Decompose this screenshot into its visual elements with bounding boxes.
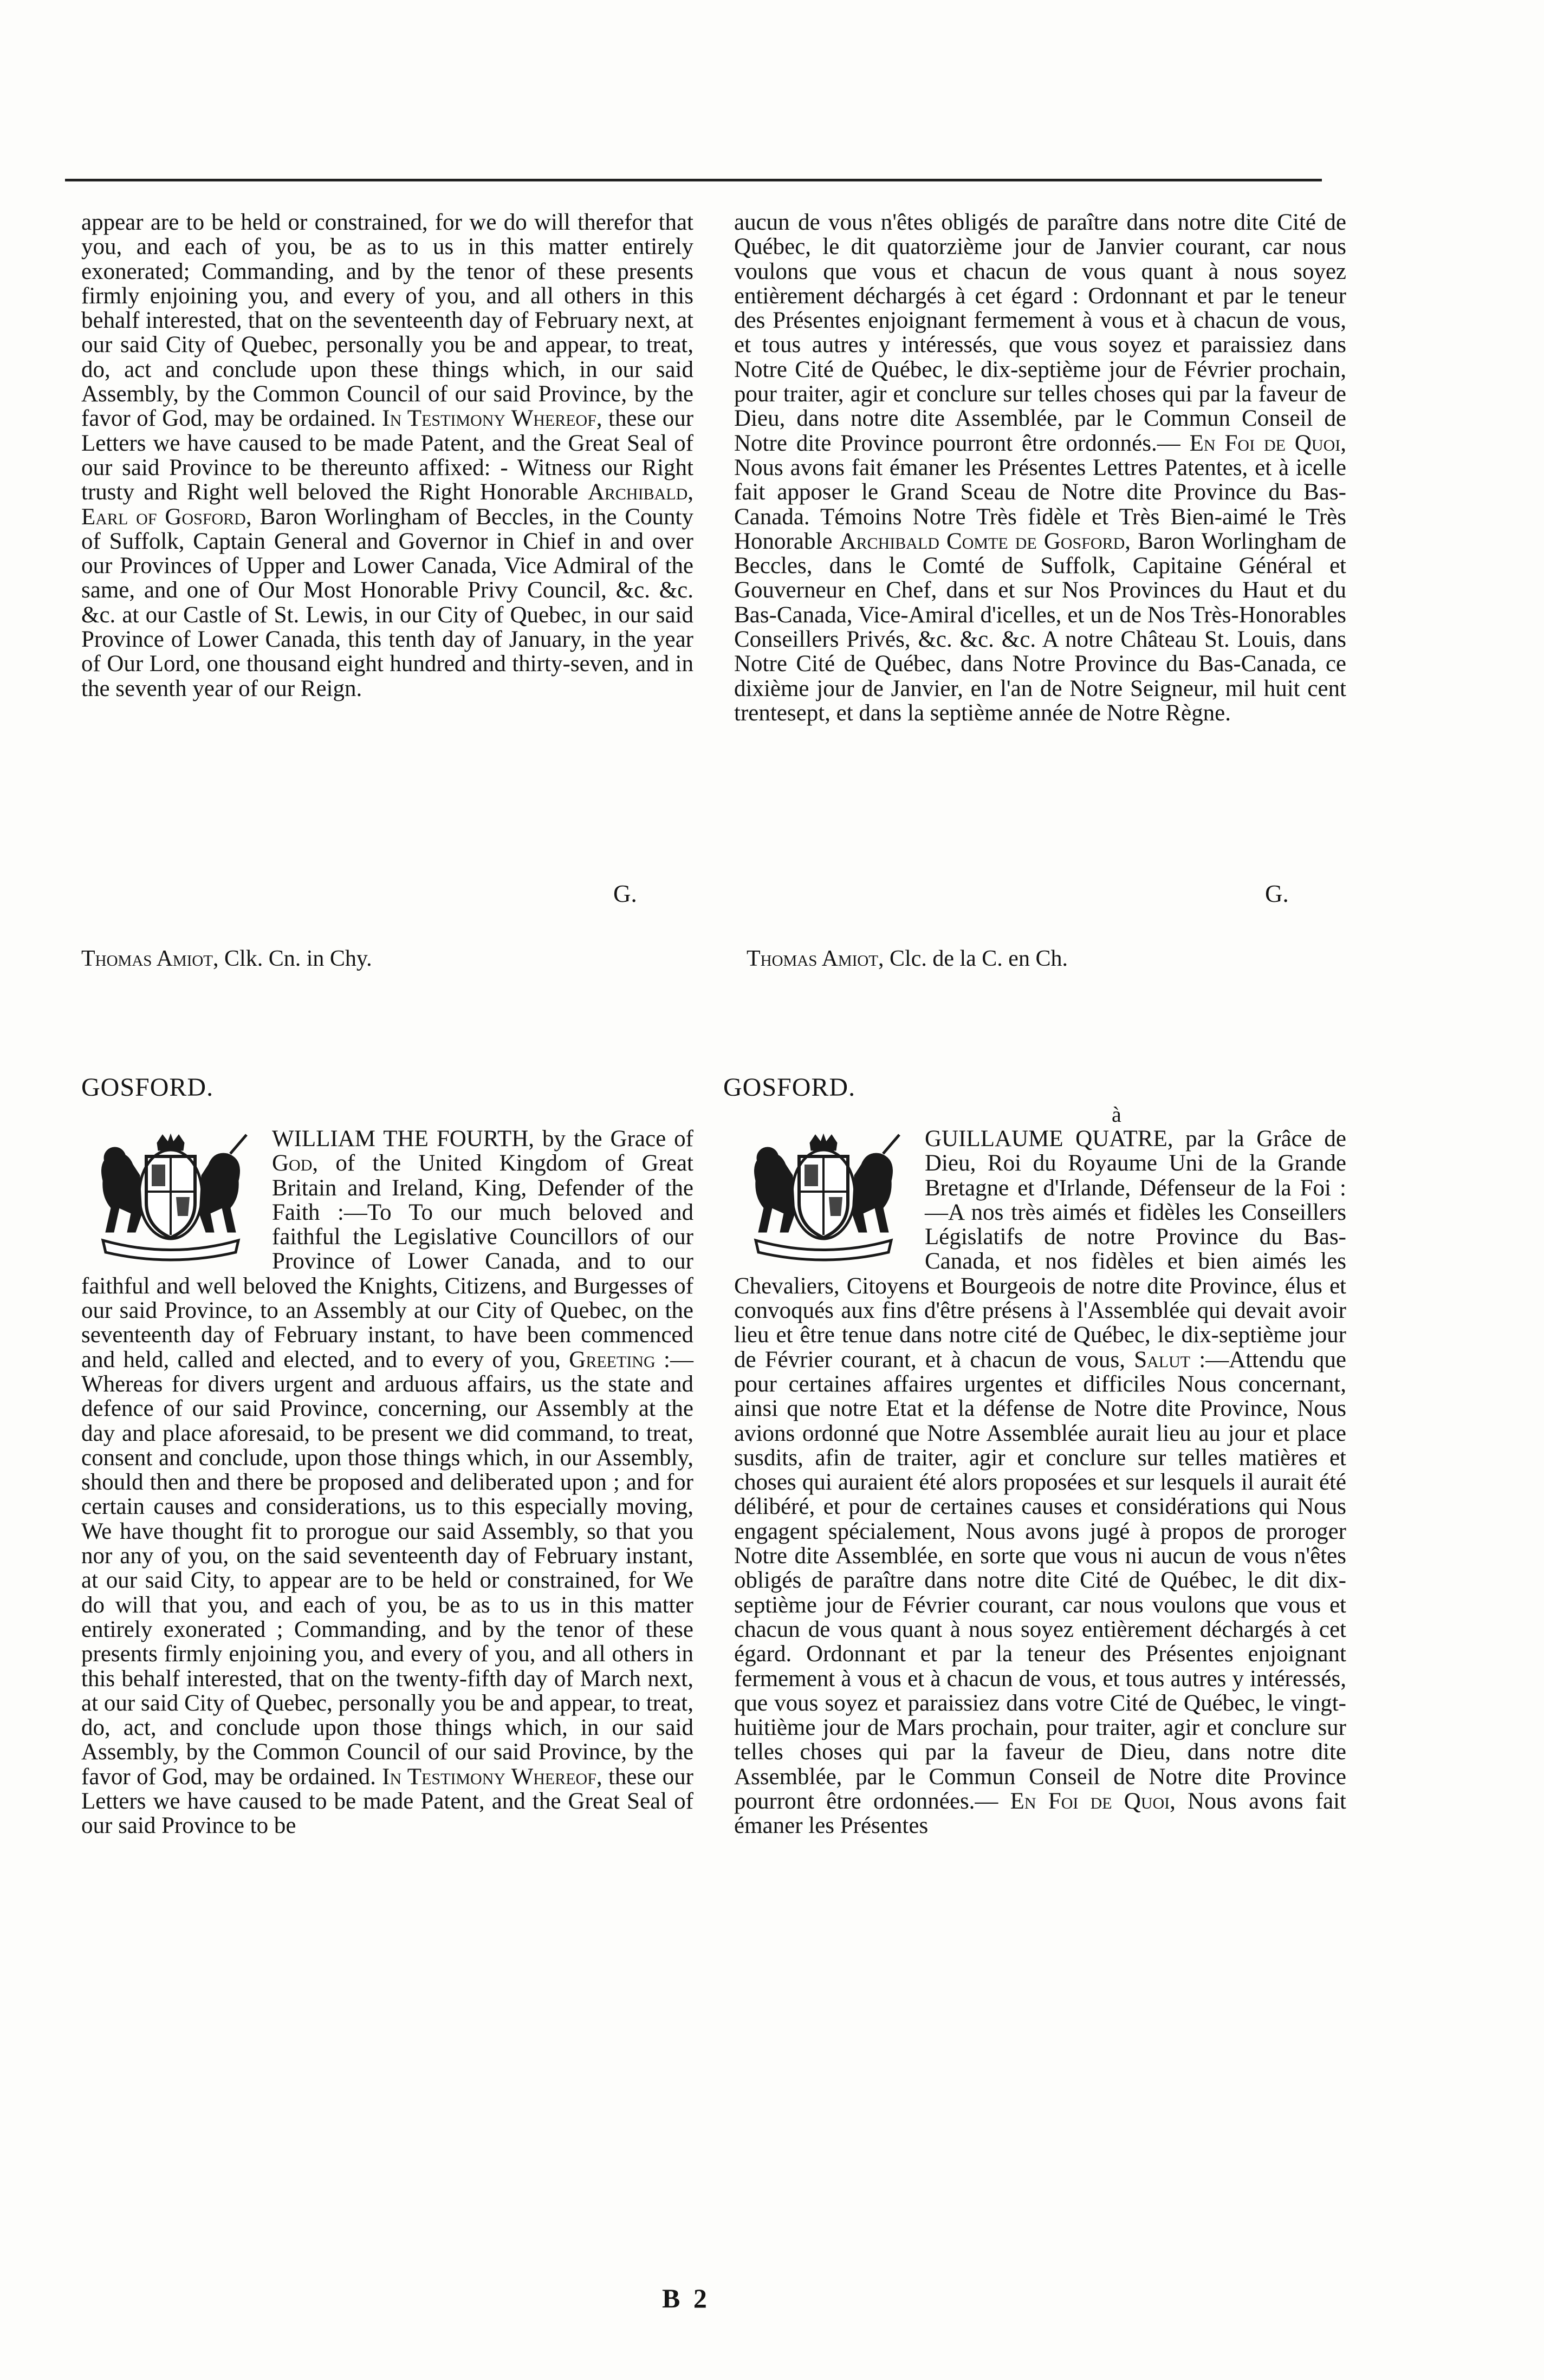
god-word: God, <box>272 1150 319 1176</box>
accent-mark: à <box>1112 1102 1121 1127</box>
in-testimony-whereof-2: In Testimony Whereof, <box>382 1764 602 1790</box>
comte-de-gosford-name: Archibald Comte de Gosford, <box>839 528 1131 554</box>
english-proclamation-text-3: :—Whereas for divers urgent and arduous affairs, us the state and defence of our said Province, concerning, our Assembly at the day and place aforesaid, to be present we did command, to treat, consent and conclude, upon those things which, in our Assembly, should then and there be proposed and deliberated upon ; and for certain causes and considerations, us to this especially moving, We have thought fit to prorogue our said Assembly, so that you nor any of you, on the said seventeenth day of February instant, at our said City, to appear are to be held or constrained, for We do will that you, and each of you, be as to us in this matter entirely exonerated ; Commanding, and by the tenor of these presents firmly enjoining you, and every of you, and all others in this behalf interested, that on the twenty-fifth day of March next, at our said City of Quebec, personally you be and appear, to treat, do, act, and conclude upon those things which, in our said Assembly, by the Common Council of our said Province, by the favor of God, may be ordained. <box>81 1347 693 1790</box>
left-clerk-signature <box>81 945 372 972</box>
right-clerk-signature <box>747 945 1068 972</box>
royal-coat-of-arms-icon <box>81 1132 260 1262</box>
salut-word: Salut <box>1134 1347 1191 1373</box>
guillaume-quatre: GUILLAUME QUATRE, <box>925 1126 1173 1152</box>
english-testimony-text: these our Letters we have caused to be made Patent, and the Great Seal of our said Province to be thereunto affixed: - Witness our Right trusty and Right well beloved the Right Honorable <box>81 406 694 505</box>
french-proclamation-text-2: :—Attendu que pour certaines affaires urgentes et difficiles Nous concernant, ainsi que notre Etat et la défense de Notre dite Province, Nous avions ordonné que Notre Assemblée aurait lieu au jour et place susdits, afin de traiter, agir et conclure sur telles matières et choses qui auraient été alors proposées et sur lesquels il aurait été délibéré, et pour de certaines causes et considérations qui Nous engagent spécialement, Nous avons jugé à propos de proroger Notre dite Assemblée, en sorte que vous ni aucun de vous n'êtes obligés de paraître dans notre dite Cité de Québec, le dit dix-septième jour de Février courant, car nous voulons que vous et chacun de vous quant à nous soyez entièrement déchargés à cet égard. Ordonnant et par la teneur des Présentes enjoignant fermement à vous et à chacun de vous, et tous autres y intéressés, que vous soyez et paraissiez dans votre Cité de Québec, le vingt-huitième jour de Mars prochain, pour traiter, agir et conclure sur telles choses qui par la faveur de Dieu, dans notre dite Assemblée, par le Commun Conseil de Notre dite Province pourront être ordonnées.— <box>734 1347 1346 1815</box>
english-proclamation <box>81 1127 693 1838</box>
english-proclamation-text-2: of the United Kingdom of Great Britain and Ireland, King, Defender of the Faith :—To To our much beloved and faithful the Legislative Councillors of our Province of Lower Canada, and to our faithful and well beloved the Knights, Citizens, and Burgesses of our said Province, to an Assembly at our City of Quebec, on the seventeenth day of February instant, to have been commenced and held, called and elected, and to every of you, <box>81 1150 693 1373</box>
french-closing-text: Baron Worlingham de Beccles, dans le Comté de Suffolk, Capitaine Général et Gouverneur en Chef, dans et sur Nos Provinces du Haut et du Bas-Canada, Vice-Amiral d'icelles, et un de Nos Très-Honorables Conseillers Privés, &c. &c. &c. A notre Château St. Louis, dans Notre Cité de Québec, dans Notre Province du Bas-Canada, ce dixième jour de Janvier, en l'an de Notre Seigneur, mil huit cent trentesept, et dans la septième année de Notre Règne. <box>734 528 1347 726</box>
left-gosford-heading: GOSFORD. <box>81 1073 214 1102</box>
royal-coat-of-arms-icon <box>734 1132 913 1262</box>
french-proclamation-text-1: par la Grâce de Dieu, Roi du Royaume Uni de la Grande Bretagne et d'Irlande, Défenseur de la Foi :—A nos très aimés et fidèles les Conseillers Législatifs de notre Province du Bas-Canada, et nos fidèles et bien aimés les Chevaliers, Citoyens et Bourgeois de notre dite Province, élus et convoqués aux fins d'être présens à l'Assemblée qui devait avoir lieu et être tenue dans notre cité de Québec, le dix-septième jour de Février courant, et à chacun de vous, <box>734 1126 1347 1373</box>
left-clerk-name: Thomas Amiot, <box>81 946 219 971</box>
french-body-text: aucun de vous n'êtes obligés de paraître dans notre dite Cité de Québec, le dit quatorzième jour de Janvier courant, car nous voulons que vous et chacun de vous quant à nous soyez entièrement déchargés à cet égard : Ordonnant et par le teneur des Présentes enjoignant fermement à vous et à chacun de vous, et tous autres y intéressés, que vous soyez et paraissiez dans Notre Cité de Québec, le dix-septième jour de Février prochain, pour traiter, agir et conclure sur telles choses qui par la faveur de Dieu, dans notre dite Assemblée, par le Commun Conseil de Notre dite Province pourront être ordonnés.— <box>734 210 1346 456</box>
greeting-word: Greeting <box>569 1347 656 1373</box>
english-closing-text: Baron Worlingham of Beccles, in the County of Suffolk, Captain General and Governor in Chief in and over our Provinces of Upper and Lower Canada, Vice Admiral of the same, and one of Our Most Honorable Privy Council, &c. &c. &c. at our Castle of St. Lewis, in our City of Quebec, in our said Province of Lower Canada, this tenth day of January, in the year of Our Lord, one thousand eight hundred and thirty-seven, and in the seventh year of our Reign. <box>81 504 694 701</box>
left-signature-g: G. <box>613 880 637 907</box>
french-testimony-text: Nous avons fait émaner les Présentes Lettres Patentes, et à icelle fait apposer le Grand Sceau de Notre dite Province du Bas-Canada. Témoins Notre Très fidèle et Très Bien-aimé le Très Honorable <box>734 454 1346 554</box>
english-proclamation-text-4: these our Letters we have caused to be made Patent, and the Great Seal of our said Province to be <box>81 1764 694 1839</box>
page-number: B 2 <box>662 2283 710 2313</box>
english-prorogation-text <box>81 210 693 701</box>
en-foi-de-quoi: En Foi de Quoi, <box>1189 430 1346 456</box>
right-signature-g: G. <box>1265 880 1289 907</box>
right-gosford-heading: GOSFORD. <box>723 1073 856 1102</box>
french-prorogation-text <box>734 210 1346 725</box>
english-proclamation-text-1: by the Grace of <box>534 1126 693 1152</box>
right-clerk-name: Thomas Amiot, <box>747 946 884 971</box>
earl-of-gosford-name: Archibald, Earl of Gosford, <box>81 479 693 530</box>
william-the-fourth: WILLIAM THE FOURTH, <box>272 1126 535 1152</box>
en-foi-de-quoi-2: En Foi de Quoi, <box>1010 1789 1176 1815</box>
french-proclamation-text-3: Nous avons fait émaner les Présentes <box>734 1789 1346 1839</box>
french-paragraph <box>734 210 1346 725</box>
right-clerk-title: Clc. de la C. en Ch. <box>884 946 1068 971</box>
english-paragraph <box>81 210 693 701</box>
in-testimony-whereof: In Testimony Whereof, <box>382 406 602 432</box>
french-proclamation <box>734 1127 1346 1838</box>
left-clerk-title: Clk. Cn. in Chy. <box>218 946 372 971</box>
english-body-text: appear are to be held or constrained, for we do will therefor that you, and each of you, be as to us in this matter entirely exonerated; Commanding, and by the tenor of these presents firmly enjoining you, and every of you, and all others in this behalf interested, that on the seventeenth day of February next, at our said City of Quebec, personally you be and appear, to treat, do, act and conclude upon these things which, in our said Assembly, by the Common Council of our said Province, by the favor of God, may be ordained. <box>81 210 693 432</box>
top-rule <box>65 179 1322 181</box>
